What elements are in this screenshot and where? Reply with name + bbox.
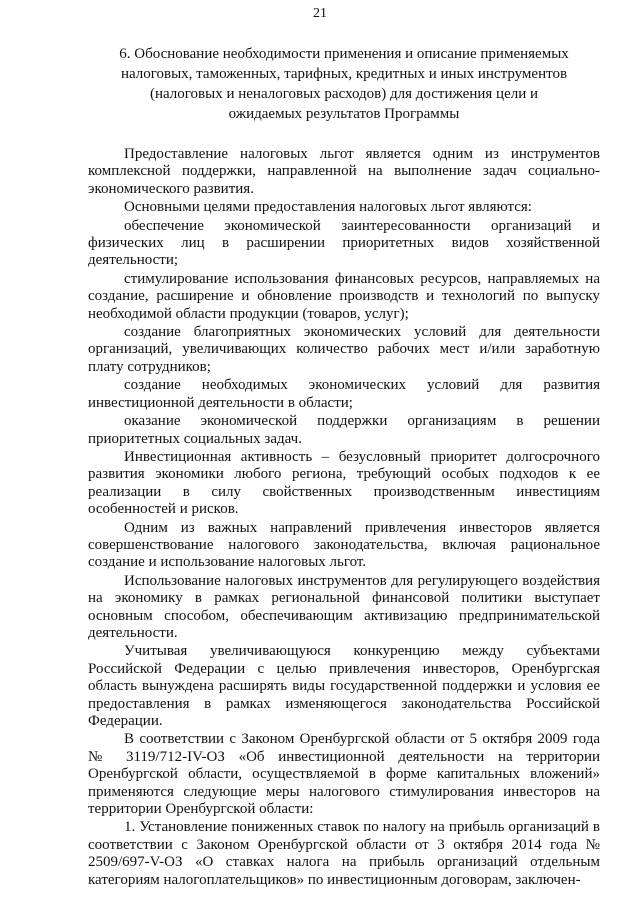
paragraph: Инвестиционная активность – безусловный приоритет долгосрочного развития экономики любого региона, требующий особых подходов к ее реализации в силу свойственных производственным инвестициям особенностей и рисков. <box>88 448 600 518</box>
paragraph: Учитывая увеличивающуюся конкуренцию между субъектами Российской Федерации с целью привлечения инвесторов, Оренбургская область вынуждена расширять виды государственной поддержки и условия ее предоставления в рамках изменяющегося законодательства Российской Федерации. <box>88 643 600 729</box>
section-title-line: ожидаемых результатов Программы <box>228 106 460 122</box>
paragraph: стимулирование использования финансовых ресурсов, направляемых на создание, расширение и обновление производств и технологий по выпуску необходимой области продукции (товаров, услуг); <box>88 270 600 322</box>
paragraph: создание необходимых экономических условий для развития инвестиционной деятельности в области; <box>88 377 600 411</box>
paragraph: 1. Установление пониженных ставок по налогу на прибыль организаций в соответствии с Законом Оренбургской области от 3 октября 2014 года № 2509/697-V-ОЗ «О ставках налога на прибыль организаций отдельным категориям налогоплательщиков» по инвестиционным договорам, заключен- <box>88 819 600 888</box>
paragraph: Основными целями предоставления налоговых льгот являются: <box>124 199 532 216</box>
paragraph: В соответствии с Законом Оренбургской области от 5 октября 2009 года № 3119/712-IV-ОЗ «Об инвестиционной деятельности на территории Оренбургской области, осуществляемой в форме капитальных вложений» применяются следующие меры налогового стимулирования инвесторов на территории Оренбургской области: <box>88 731 600 818</box>
section-title-line: 6. Обоснование необходимости применения и описание применяемых <box>119 46 569 62</box>
section-title-line: налоговых, таможенных, тарифных, кредитных и иных инструментов <box>120 66 568 82</box>
paragraph: Использование налоговых инструментов для регулирующего воздействия на экономику в рамках региональной финансовой политики выступает основным способом, обеспечивающим активизацию предпринимательской деятельности. <box>88 572 600 641</box>
paragraph: Одним из важных направлений привлечения инвесторов является совершенствование налогового законодательства, включая рациональное создание и использование налоговых льгот. <box>88 519 600 571</box>
paragraph: оказание экономической поддержки организациям в решении приоритетных социальных задач. <box>88 413 600 447</box>
section-title-line: (налоговых и неналоговых расходов) для достижения цели и <box>149 86 539 102</box>
document-body <box>88 146 600 889</box>
section-title <box>88 44 600 124</box>
page-number: 21 <box>313 6 327 21</box>
paragraph: создание благоприятных экономических условий для деятельности организаций, увеличивающих количество рабочих мест и/или заработную плату сотрудников; <box>88 324 600 375</box>
paragraph: Предоставление налоговых льгот является одним из инструментов комплексной поддержки, направленной на выполнение задач социально-экономического развития. <box>88 146 600 197</box>
paragraph: обеспечение экономической заинтересованности организаций и физических лиц в расширении приоритетных видов хозяйственной деятельности; <box>88 217 600 269</box>
